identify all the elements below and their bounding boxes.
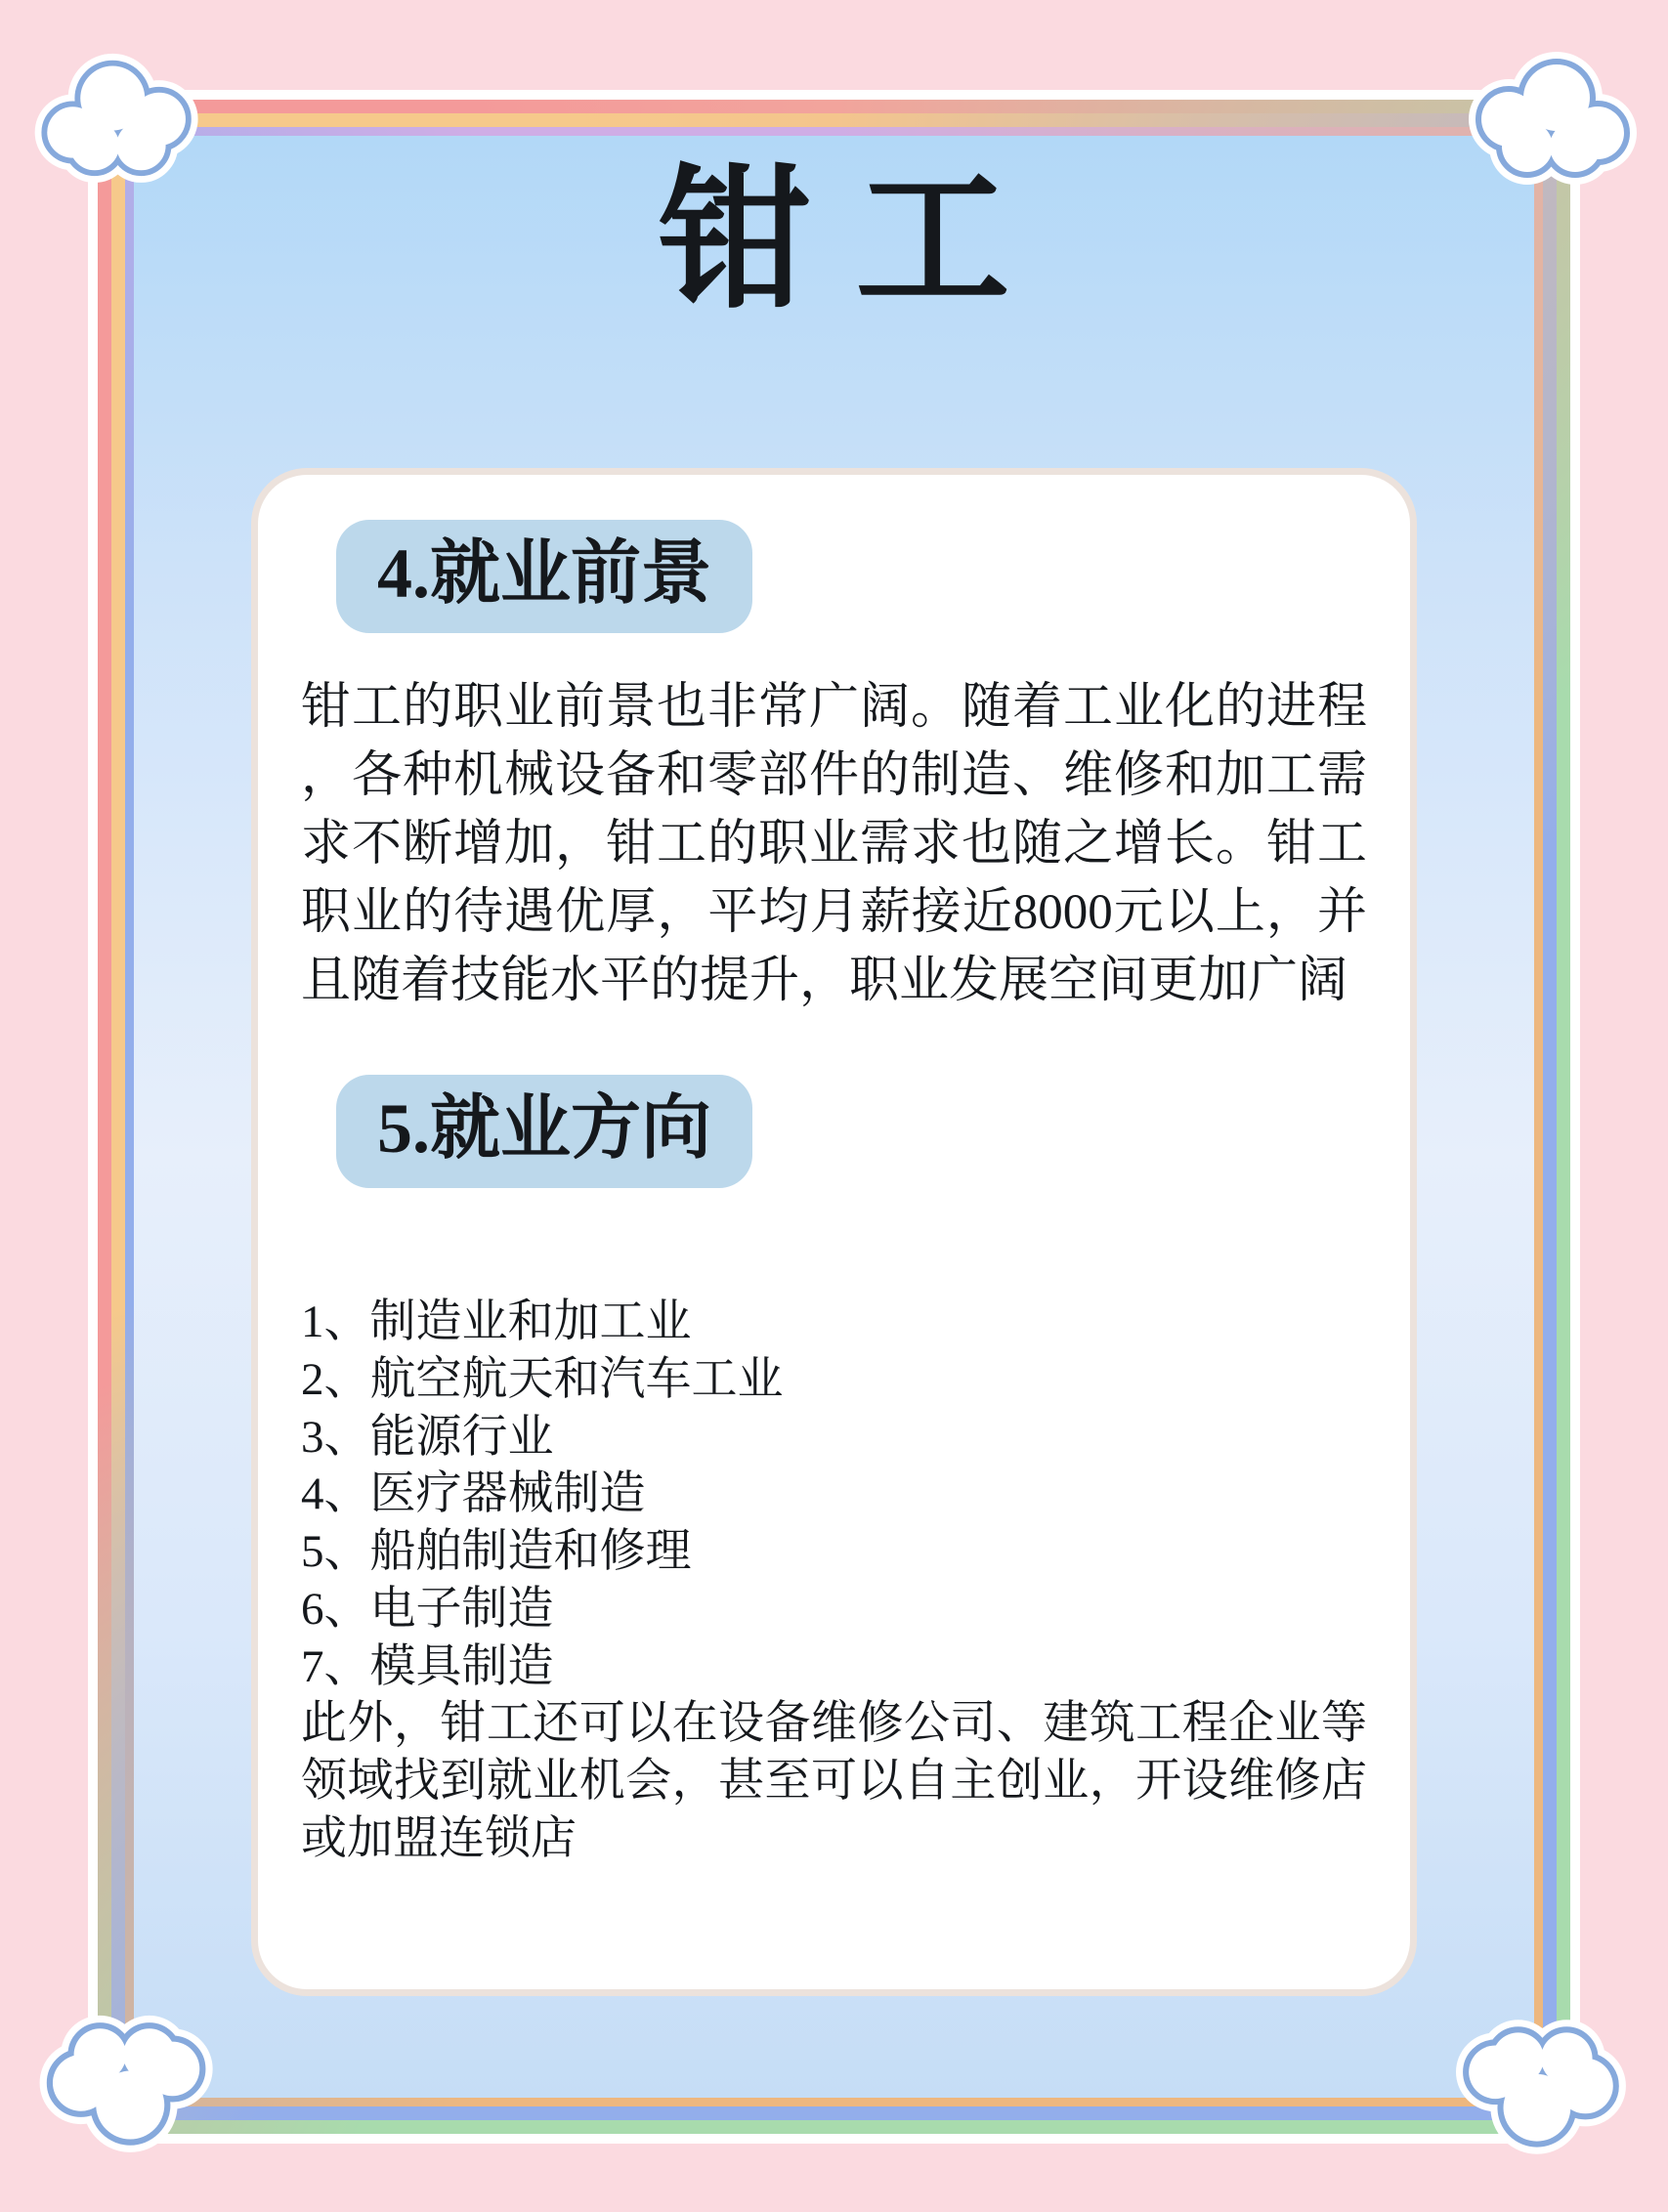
list-item: 1、制造业和加工业 (301, 1297, 692, 1348)
cloud-icon (1456, 2022, 1634, 2157)
rainbow-frame-red-green (98, 100, 1570, 2134)
cloud-icon (33, 51, 207, 180)
list-item: 2、航空航天和汽车工业 (301, 1353, 784, 1405)
employment-directions-footer-paragraph: 此外，钳工还可以在设备维修公司、建筑工程企业等领域找到就业机会，甚至可以自主创业，开设维修店或加盟连锁店 (301, 1698, 1367, 1864)
list-item: 5、船舶制造和修理 (301, 1526, 692, 1578)
list-item: 4、医疗器械制造 (301, 1468, 646, 1520)
list-item: 7、模具制造 (301, 1640, 554, 1692)
page-title: 钳工 (658, 156, 1053, 327)
section-heading-employment-directions: 5.就业方向 (336, 1075, 752, 1188)
employment-prospects-paragraph: 钳工的职业前景也非常广阔。随着工业化的进程，各种机械设备和零部件的制造、维修和加工需求不断增加，钳工的职业需求也随之增长。钳工职业的待遇优厚，平均月薪接近8000元以上，并且随着技能水平的提升，职业发展空间更加广阔 (301, 680, 1367, 1008)
list-item: 3、能源行业 (301, 1411, 554, 1463)
cloud-icon (1460, 49, 1638, 182)
rainbow-frame-lavender-orange (125, 127, 1543, 2106)
section-heading-employment-prospects: 4.就业前景 (336, 520, 752, 633)
outer-white-frame (88, 90, 1580, 2144)
rainbow-frame-orange-blue (111, 113, 1557, 2120)
content-card (258, 475, 1410, 1989)
employment-directions-list (301, 1294, 1367, 1868)
list-item: 6、电子制造 (301, 1583, 554, 1635)
main-card (134, 136, 1534, 2098)
cloud-icon (31, 2019, 213, 2155)
